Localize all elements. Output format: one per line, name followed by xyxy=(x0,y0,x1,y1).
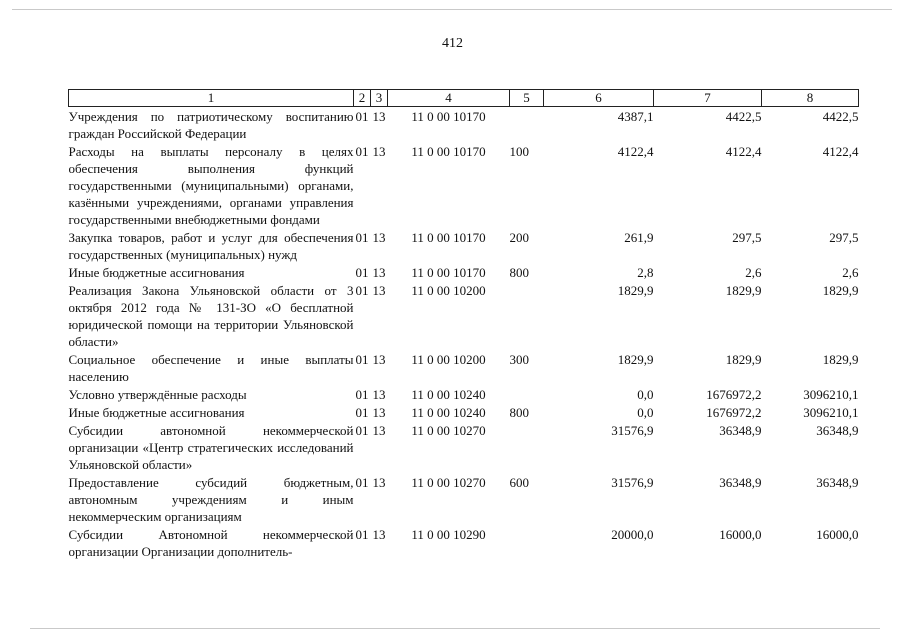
row-expense-type: 600 xyxy=(509,475,529,490)
row-name: Иные бюджетные ассигнования xyxy=(68,265,245,280)
row-section: 01 xyxy=(355,144,369,159)
row-target-article: 11 0 00 10270 xyxy=(411,423,486,438)
table-row xyxy=(69,385,859,403)
row-expense-type: 200 xyxy=(509,230,529,245)
row-name: Субсидии Автономной некоммерческой организации Организации дополнитель- xyxy=(68,527,354,559)
row-subsection: 13 xyxy=(372,230,386,245)
header-col-4: 4 xyxy=(388,90,510,107)
row-name: Реализация Закона Ульяновской области от 3 октября 2012 года № 131-ЗО «О бесплатной юридической помощи на территории Ульяновской области» xyxy=(68,283,354,349)
row-value-col6: 1829,9 xyxy=(617,352,654,367)
row-target-article: 11 0 00 10200 xyxy=(411,352,486,367)
row-section: 01 xyxy=(355,405,369,420)
row-expense-type xyxy=(510,525,544,560)
row-target-article: 11 0 00 10170 xyxy=(411,265,486,280)
row-subsection: 13 xyxy=(372,387,386,402)
table-row xyxy=(69,421,859,473)
table-row xyxy=(69,473,859,525)
row-value-col8: 36348,9 xyxy=(816,423,859,438)
row-expense-type xyxy=(510,107,544,143)
row-value-col8: 297,5 xyxy=(829,230,859,245)
scan-artifact-top xyxy=(12,9,892,10)
budget-table xyxy=(68,89,859,560)
row-target-article: 11 0 00 10170 xyxy=(411,109,486,124)
row-value-col7: 36348,9 xyxy=(719,475,762,490)
row-value-col8: 2,6 xyxy=(842,265,859,280)
row-expense-type xyxy=(510,385,544,403)
row-value-col7: 16000,0 xyxy=(719,527,762,542)
row-subsection: 13 xyxy=(372,144,386,159)
row-value-col6: 4387,1 xyxy=(617,109,654,124)
scan-artifact-bottom xyxy=(30,628,880,629)
row-value-col7: 1676972,2 xyxy=(706,405,762,420)
header-col-3: 3 xyxy=(371,90,388,107)
row-section: 01 xyxy=(355,230,369,245)
header-col-6: 6 xyxy=(544,90,654,107)
row-target-article: 11 0 00 10170 xyxy=(411,144,486,159)
table-header-row xyxy=(69,90,859,107)
row-name: Предоставление субсидий бюджетным, автономным учреждениям и иным некоммерческим организациям xyxy=(68,475,354,524)
row-value-col6: 0,0 xyxy=(637,405,654,420)
row-expense-type xyxy=(510,281,544,350)
row-expense-type: 100 xyxy=(509,144,529,159)
row-value-col6: 20000,0 xyxy=(611,527,654,542)
row-subsection: 13 xyxy=(372,423,386,438)
row-value-col8: 3096210,1 xyxy=(803,405,859,420)
row-section: 01 xyxy=(355,109,369,124)
table-row xyxy=(69,142,859,228)
row-name: Учреждения по патриотическому воспитанию граждан Российской Федерации xyxy=(68,109,354,141)
row-value-col8: 3096210,1 xyxy=(803,387,859,402)
row-value-col8: 1829,9 xyxy=(822,352,859,367)
row-expense-type: 800 xyxy=(509,265,529,280)
row-value-col8: 1829,9 xyxy=(822,283,859,298)
row-value-col7: 2,6 xyxy=(745,265,762,280)
row-section: 01 xyxy=(355,387,369,402)
row-value-col8: 36348,9 xyxy=(816,475,859,490)
row-expense-type xyxy=(510,421,544,473)
header-col-5: 5 xyxy=(510,90,544,107)
row-subsection: 13 xyxy=(372,475,386,490)
row-section: 01 xyxy=(355,423,369,438)
row-value-col6: 0,0 xyxy=(637,387,654,402)
row-value-col6: 31576,9 xyxy=(611,475,654,490)
row-value-col7: 4122,4 xyxy=(725,144,762,159)
header-col-2: 2 xyxy=(354,90,371,107)
row-value-col8: 16000,0 xyxy=(816,527,859,542)
row-target-article: 11 0 00 10270 xyxy=(411,475,486,490)
row-name: Иные бюджетные ассигнования xyxy=(68,405,245,420)
row-name: Социальное обеспечение и иные выплаты населению xyxy=(68,352,354,384)
header-col-1: 1 xyxy=(69,90,354,107)
row-value-col8: 4422,5 xyxy=(822,109,859,124)
row-value-col6: 2,8 xyxy=(637,265,654,280)
row-value-col7: 297,5 xyxy=(732,230,762,245)
row-value-col8: 4122,4 xyxy=(822,144,859,159)
row-target-article: 11 0 00 10200 xyxy=(411,283,486,298)
row-subsection: 13 xyxy=(372,265,386,280)
row-subsection: 13 xyxy=(372,527,386,542)
header-col-7: 7 xyxy=(654,90,762,107)
row-expense-type: 300 xyxy=(509,352,529,367)
row-subsection: 13 xyxy=(372,283,386,298)
table-row xyxy=(69,281,859,350)
row-subsection: 13 xyxy=(372,352,386,367)
row-value-col6: 261,9 xyxy=(624,230,654,245)
table-row xyxy=(69,350,859,385)
row-value-col7: 4422,5 xyxy=(725,109,762,124)
row-section: 01 xyxy=(355,352,369,367)
row-section: 01 xyxy=(355,283,369,298)
table-row xyxy=(69,228,859,263)
table-row xyxy=(69,525,859,560)
row-target-article: 11 0 00 10290 xyxy=(411,527,486,542)
row-section: 01 xyxy=(355,527,369,542)
row-value-col7: 1829,9 xyxy=(725,283,762,298)
row-subsection: 13 xyxy=(372,405,386,420)
row-target-article: 11 0 00 10170 xyxy=(411,230,486,245)
row-name: Субсидии автономной некоммерческой организации «Центр стратегических исследований Ульяновской области» xyxy=(68,423,354,472)
row-name: Закупка товаров, работ и услуг для обеспечения государственных (муниципальных) нужд xyxy=(68,230,354,262)
row-name: Условно утверждённые расходы xyxy=(68,387,247,402)
row-target-article: 11 0 00 10240 xyxy=(411,387,486,402)
table-row xyxy=(69,263,859,281)
row-section: 01 xyxy=(355,475,369,490)
header-col-8: 8 xyxy=(762,90,859,107)
row-subsection: 13 xyxy=(372,109,386,124)
table-row xyxy=(69,107,859,143)
row-target-article: 11 0 00 10240 xyxy=(411,405,486,420)
row-section: 01 xyxy=(355,265,369,280)
row-value-col6: 4122,4 xyxy=(617,144,654,159)
row-expense-type: 800 xyxy=(509,405,529,420)
row-value-col6: 1829,9 xyxy=(617,283,654,298)
row-value-col7: 36348,9 xyxy=(719,423,762,438)
row-value-col7: 1676972,2 xyxy=(706,387,762,402)
table-row xyxy=(69,403,859,421)
row-value-col7: 1829,9 xyxy=(725,352,762,367)
page-number: 412 xyxy=(442,36,463,51)
row-value-col6: 31576,9 xyxy=(611,423,654,438)
row-name: Расходы на выплаты персоналу в целях обеспечения выполнения функций государственными (муниципальными) органами, казёнными учреждениями, органами управления государственными внебюджетными фондами xyxy=(68,144,354,227)
